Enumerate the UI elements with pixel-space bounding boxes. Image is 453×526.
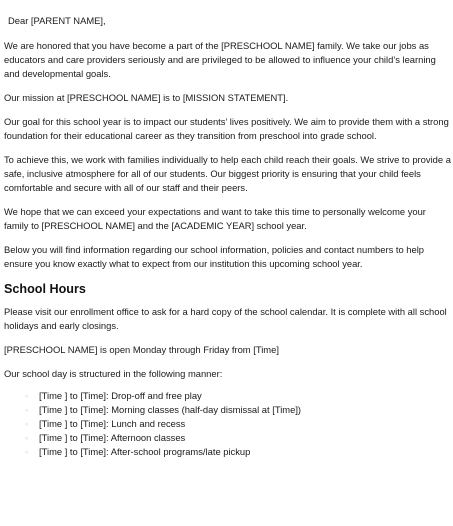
schedule-item-text: [Time ] to [Time]: Lunch and recess <box>39 418 186 429</box>
list-item <box>4 389 453 403</box>
school-hours-heading: School Hours <box>4 282 86 296</box>
bullet-icon: ◦ <box>25 433 29 443</box>
schedule-item-text: [Time ] to [Time]: Afternoon classes <box>39 432 186 443</box>
list-item <box>4 403 453 417</box>
structure-paragraph: Our school day is structured in the following manner: <box>4 368 223 379</box>
list-item <box>4 431 453 445</box>
schedule-item-text: [Time ] to [Time]: Morning classes (half-day dismissal at [Time]) <box>39 404 302 415</box>
calendar-paragraph: Please visit our enrollment office to ask for a hard copy of the school calendar. It is complete with all school holidays and early closings. <box>4 306 447 331</box>
list-item <box>4 445 453 459</box>
bullet-icon: ◦ <box>25 447 29 457</box>
approach-paragraph: To achieve this, we work with families individually to help each child reach their goals. We strive to provide a safe, inclusive atmosphere for all of our students. Our biggest priority is ensuring that your child feels comfortable and secure with all of our staff and their peers. <box>4 154 451 193</box>
salutation: Dear [PARENT NAME], <box>8 15 106 26</box>
list-item <box>4 417 453 431</box>
goal-paragraph: Our goal for this school year is to impact our students’ lives positively. We aim to provide them with a strong foundation for their educational career as they transition from preschool into grade school. <box>4 116 449 141</box>
schedule-item-text: [Time ] to [Time]: After-school programs/late pickup <box>39 446 251 457</box>
bullet-icon: ◦ <box>25 419 29 429</box>
schedule-item-text: [Time ] to [Time]: Drop-off and free play <box>39 390 202 401</box>
daily-schedule-list <box>4 389 453 459</box>
open-hours-paragraph: [PRESCHOOL NAME] is open Monday through Friday from [Time] <box>4 344 279 355</box>
bullet-icon: ◦ <box>25 405 29 415</box>
intro-paragraph: We are honored that you have become a part of the [PRESCHOOL NAME] family. We take our jobs as educators and care providers seriously and are privileged to be allowed to influence your child’s learning and developmental goals. <box>4 40 436 79</box>
information-paragraph: Below you will find information regarding our school information, policies and contact numbers to help ensure you know exactly what to expect from our institution this upcoming school year. <box>4 244 425 269</box>
welcome-paragraph: We hope that we can exceed your expectations and want to take this time to personally welcome your family to [PRESCHOOL NAME] and the [ACADEMIC YEAR] school year. <box>4 206 426 231</box>
bullet-icon: ◦ <box>25 391 29 401</box>
mission-paragraph: Our mission at [PRESCHOOL NAME] is to [MISSION STATEMENT]. <box>4 92 289 103</box>
